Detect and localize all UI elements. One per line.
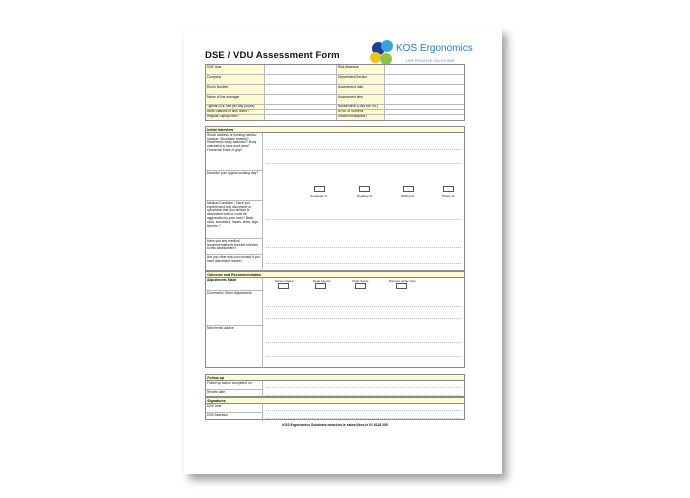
- details-value[interactable]: [384, 75, 466, 84]
- details-label: Shared workspace?: [336, 115, 384, 120]
- phone-percent-box[interactable]: [443, 186, 454, 192]
- details-label: DSE User: [206, 65, 264, 74]
- details-value[interactable]: [264, 65, 336, 74]
- details-table: [205, 64, 465, 121]
- details-label: Assessment date: [336, 85, 384, 94]
- dse-assessor-signature-label: DSE Assessor: [206, 413, 263, 421]
- details-label: Room Number: [206, 85, 264, 94]
- phone-percent-label: Phone %: [442, 194, 455, 198]
- answer-line[interactable]: [266, 342, 461, 343]
- details-value[interactable]: [384, 115, 466, 120]
- adjustments-made-label: Adjustments Made: [206, 278, 263, 291]
- logo-circle-blue: [381, 40, 393, 52]
- chair-setup-checkbox[interactable]: [355, 283, 366, 289]
- screen-setup-label: Screen Setup: [275, 279, 294, 283]
- section-heading: Outcome and Recommendation: [206, 272, 464, 278]
- computer-percent-box[interactable]: [314, 186, 325, 192]
- reading-percent-box[interactable]: [359, 186, 370, 192]
- details-value[interactable]: [264, 75, 336, 84]
- details-label: Risk Assessor: [336, 65, 384, 74]
- answer-line[interactable]: [266, 356, 461, 357]
- details-value[interactable]: [384, 105, 466, 109]
- section-heading: Initial Interview: [206, 127, 464, 133]
- page-footer: KOS Ergonomics Solutions www.kos.ie sales@kos.ie 01 6118 205: [282, 423, 388, 427]
- answer-line[interactable]: [266, 306, 461, 307]
- details-label: Company: [206, 75, 264, 84]
- document-page: [184, 28, 502, 474]
- question-typical-day: Describe your typical working day?: [206, 171, 263, 201]
- page-content: [205, 28, 473, 474]
- answer-line[interactable]: [266, 395, 461, 396]
- initial-interview-section: [205, 126, 465, 271]
- details-label: Is No. of Screens: [336, 110, 384, 114]
- signatures-section: [205, 397, 465, 420]
- details-label: Department/Section: [336, 75, 384, 84]
- details-row: [206, 115, 464, 120]
- writing-percent-box[interactable]: [403, 186, 414, 192]
- details-row: [206, 85, 464, 95]
- details-row: [206, 95, 464, 105]
- followup-section: [205, 374, 465, 397]
- logo-brand: KOS Ergonomics: [396, 43, 473, 54]
- discuss-label: Discuss under view: [389, 279, 416, 283]
- details-value[interactable]: [384, 110, 466, 114]
- review-date-label: Review date: [206, 390, 263, 398]
- section-heading: Signatures: [206, 398, 464, 404]
- details-label: Typical DSE use per day (hours): [206, 105, 264, 109]
- details-label: Work Stations in situ/ home?: [206, 110, 264, 114]
- section-heading: Follow-up: [206, 375, 464, 381]
- screen-setup-checkbox[interactable]: [278, 283, 289, 289]
- writing-percent-label: Writing %: [401, 194, 415, 198]
- details-value[interactable]: [264, 95, 336, 104]
- logo-tagline: LIFE POSITIVE SOLUTIONS: [406, 59, 455, 63]
- reading-percent-label: Reading %: [357, 194, 373, 198]
- answer-line[interactable]: [266, 387, 461, 388]
- details-value[interactable]: [264, 85, 336, 94]
- dse-user-signature-label: DSE User: [206, 404, 263, 413]
- details-label: Mouse/other (Lists the; no.): [336, 105, 384, 109]
- chair-setup-label: Chair Setup: [352, 279, 369, 283]
- details-value[interactable]: [384, 65, 466, 74]
- new-items-label: New items/ advice: [206, 326, 263, 368]
- signature-line[interactable]: [266, 418, 461, 419]
- details-value[interactable]: [264, 105, 336, 109]
- details-value[interactable]: [264, 115, 336, 120]
- details-row: [206, 65, 464, 75]
- answer-line[interactable]: [266, 149, 461, 150]
- answer-line[interactable]: [266, 219, 461, 220]
- details-label: Name of line manager: [206, 95, 264, 104]
- computer-percent-label: Computer %: [310, 194, 328, 198]
- answer-line[interactable]: [266, 163, 461, 164]
- answer-line[interactable]: [266, 263, 461, 264]
- question-posture: Show/ address of working hand/s/ location: Shoulders relaxed? Head/neck/ body balanced? Body orientated to face work area? Forearms/ Ease of grip?: [206, 133, 263, 171]
- question-medical-recommendations: Have you any medical recommendations that are relevant to this assessment?: [206, 239, 263, 255]
- comments-label: Comments/ Other Adjustments: [206, 291, 263, 326]
- details-label: Regular Laptop user?: [206, 115, 264, 120]
- question-contact: Are you clear who you contact if you have discomfort issues?: [206, 255, 263, 271]
- details-value[interactable]: [264, 110, 336, 114]
- details-value[interactable]: [384, 85, 466, 94]
- page-title: DSE / VDU Assessment Form: [205, 50, 340, 61]
- outcome-section: [205, 271, 465, 368]
- details-row: [206, 75, 464, 85]
- details-label: Assessment time: [336, 95, 384, 104]
- desk-layout-checkbox[interactable]: [315, 283, 326, 289]
- question-medical-condition: Medical Condition / Have you experienced any discomfort or symptoms that you believe is associated with or could be aggravated by your work? Back, neck, shoulders, hands, arms, legs, feet etc.?: [206, 201, 263, 239]
- desk-layout-label: Desk Layout: [313, 279, 331, 283]
- signature-line[interactable]: [266, 410, 461, 411]
- discuss-checkbox[interactable]: [396, 283, 407, 289]
- answer-line[interactable]: [266, 247, 461, 248]
- followup-completed-label: Follow up action completed on:: [206, 381, 263, 390]
- answer-line[interactable]: [266, 318, 461, 319]
- details-value[interactable]: [384, 95, 466, 104]
